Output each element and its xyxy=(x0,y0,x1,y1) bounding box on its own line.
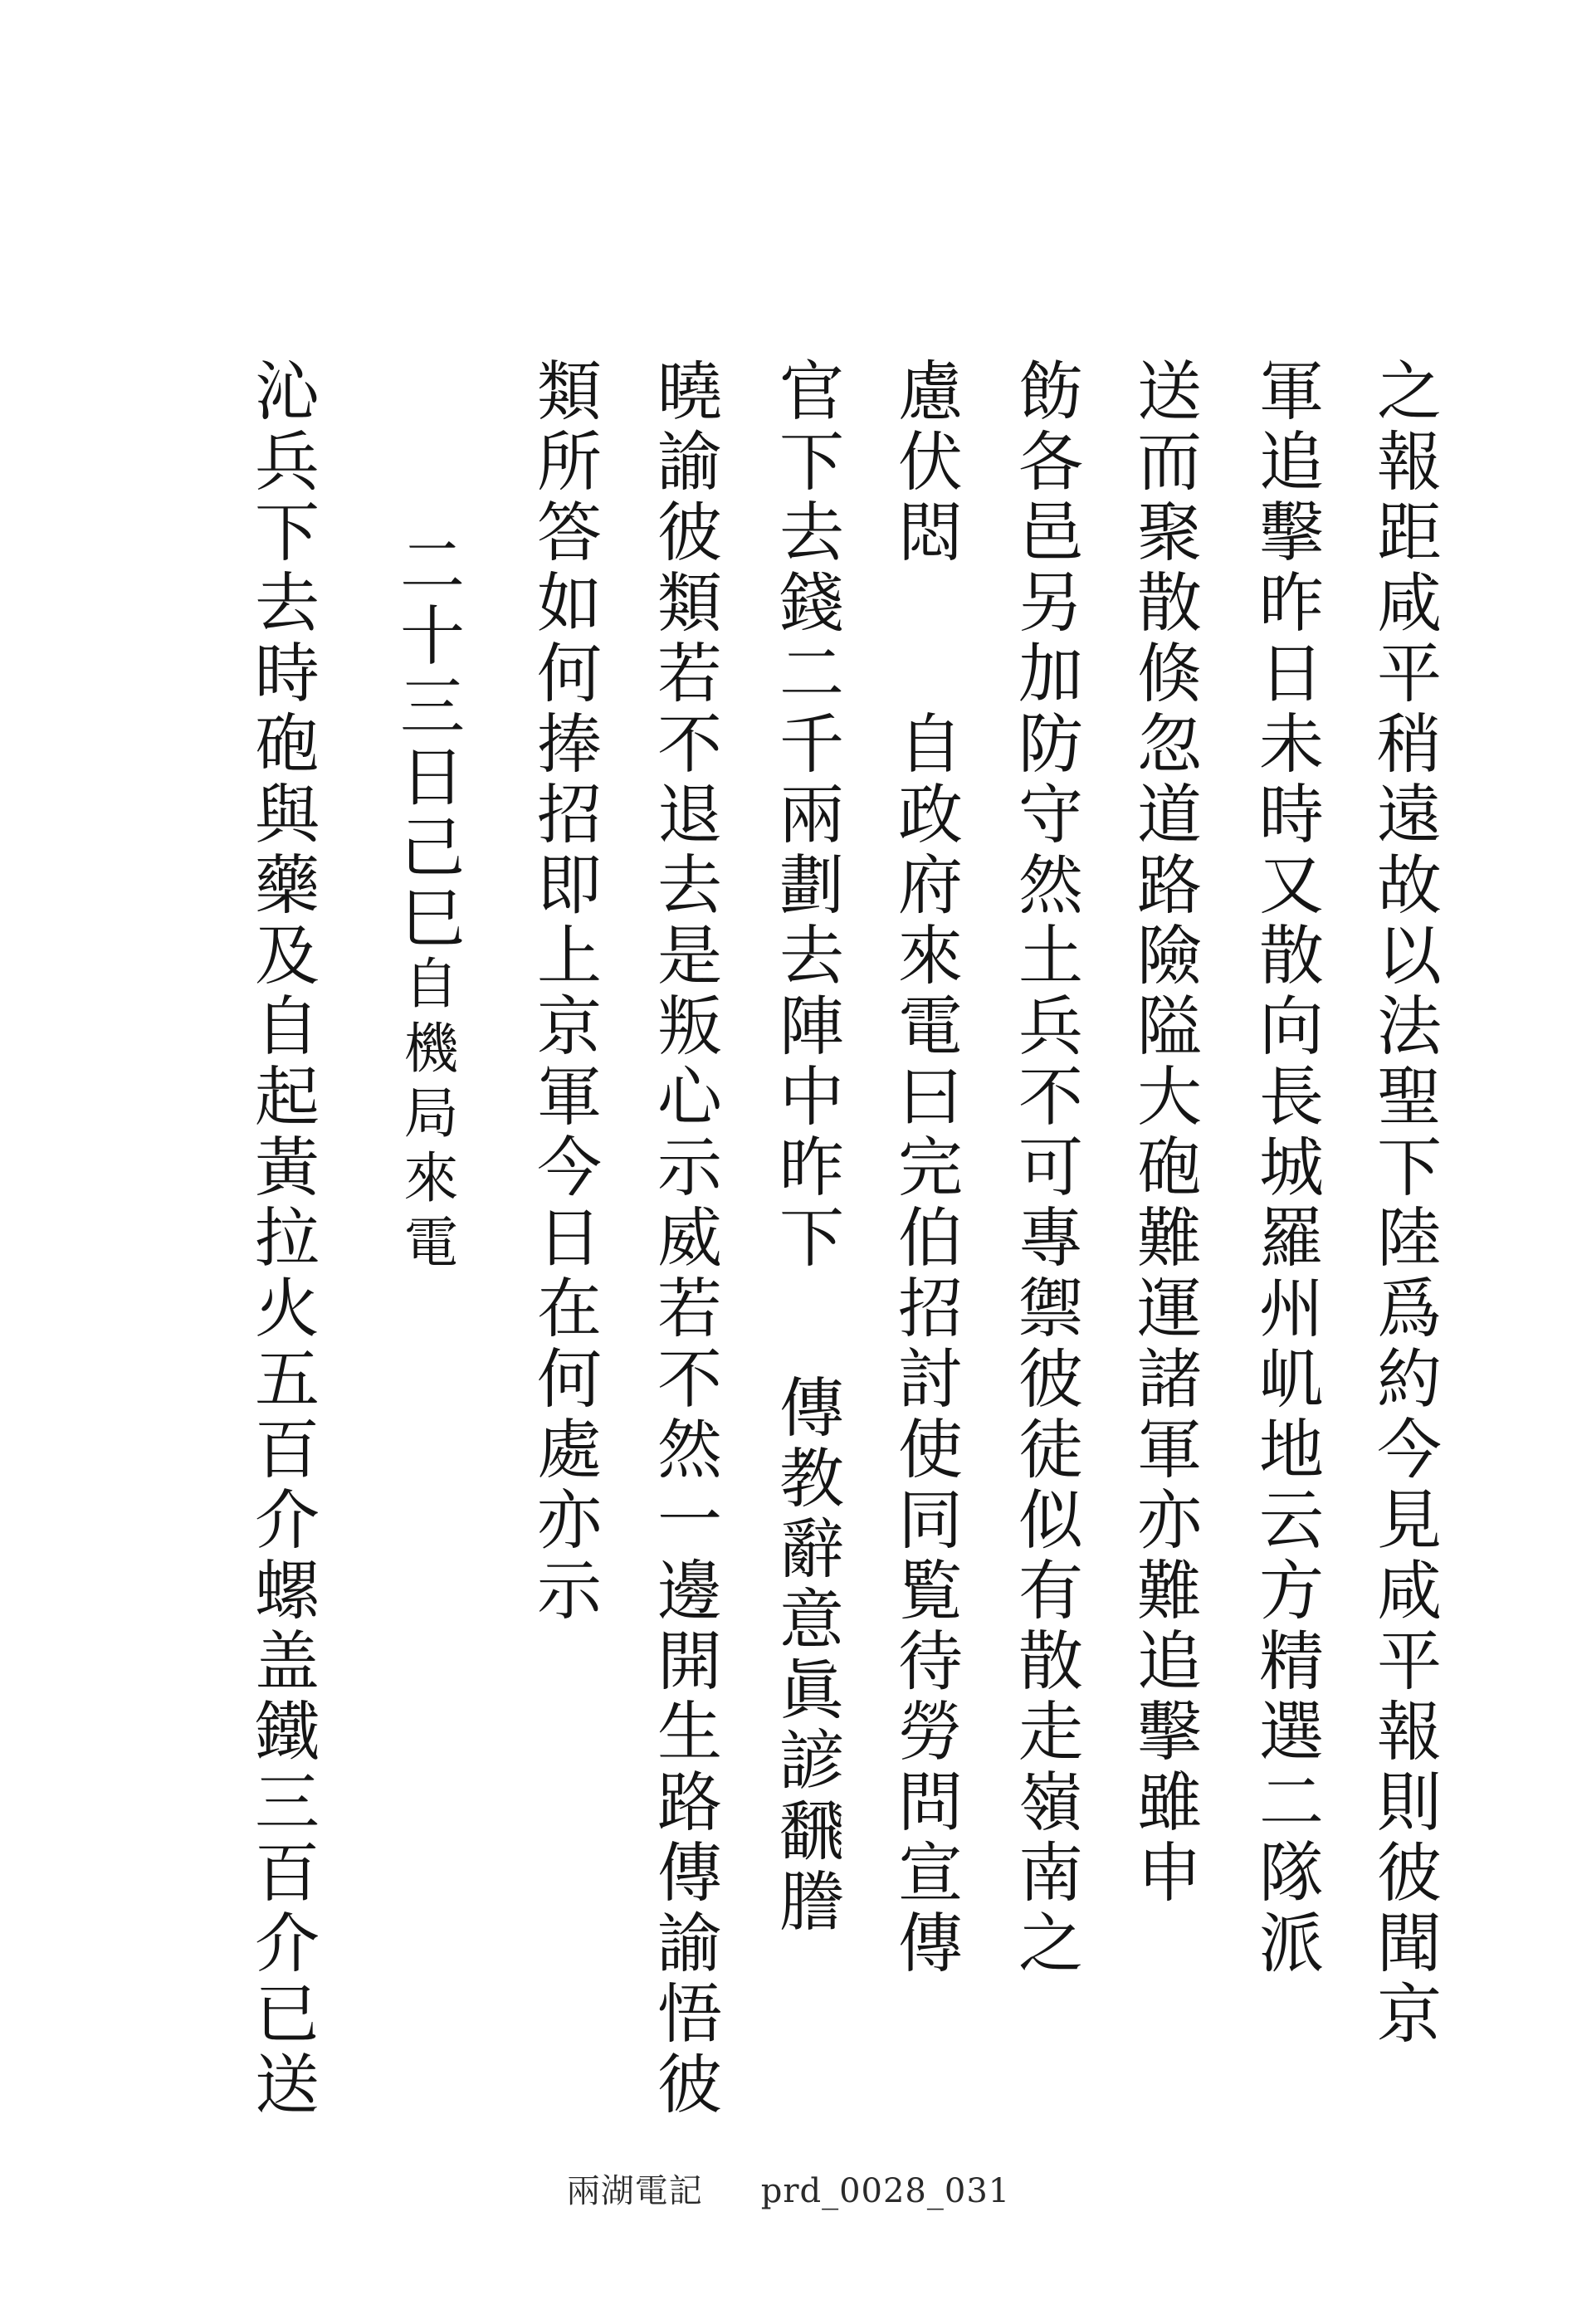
text-column-7: 曉諭彼類若不退去是叛心示威若不然一邊開生路傳諭悟彼 xyxy=(647,357,721,2121)
text-column-10: 沁兵下去時砲與藥及自起黃拉火五百介螺盖鐵三百介已送 xyxy=(244,357,319,2121)
text-column-1: 之報距咸平稍遠故以法聖下陸爲約今見咸平報則彼聞京 xyxy=(1366,357,1441,2050)
text-column-2: 軍追擊昨日未時又散向長城羅州㞦地云方精選二隊派 xyxy=(1248,357,1323,1980)
text-column-5-bottom: 自政府來電曰完伯招討使同覧待勞問宣傳 xyxy=(887,710,962,1980)
book-title: 兩湖電記 xyxy=(566,2172,703,2210)
source-note: 自機局來電 xyxy=(394,954,458,1278)
page-id: prd_0028_031 xyxy=(760,2172,1011,2210)
date-heading: 二十三日己巳 xyxy=(389,531,464,954)
text-column-6-bottom: 傳教辭意眞諺飜謄 xyxy=(769,1374,843,1938)
text-column-3: 送而聚散倏忽道路險隘大砲難運諸軍亦難追擊雖申 xyxy=(1126,357,1201,1909)
text-column-5-top: 慮伏悶 xyxy=(887,357,962,569)
text-column-6-top: 官下去錢二千兩劃去陣中昨下 xyxy=(769,357,843,1274)
text-column-4: 飭各邑另加防守然土兵不可專禦彼徒似有散走嶺南之 xyxy=(1008,357,1082,1980)
text-column-8: 類所答如何捧招即上京軍今日在何處亦示 xyxy=(526,357,601,1627)
page-footer xyxy=(0,2165,1577,2212)
